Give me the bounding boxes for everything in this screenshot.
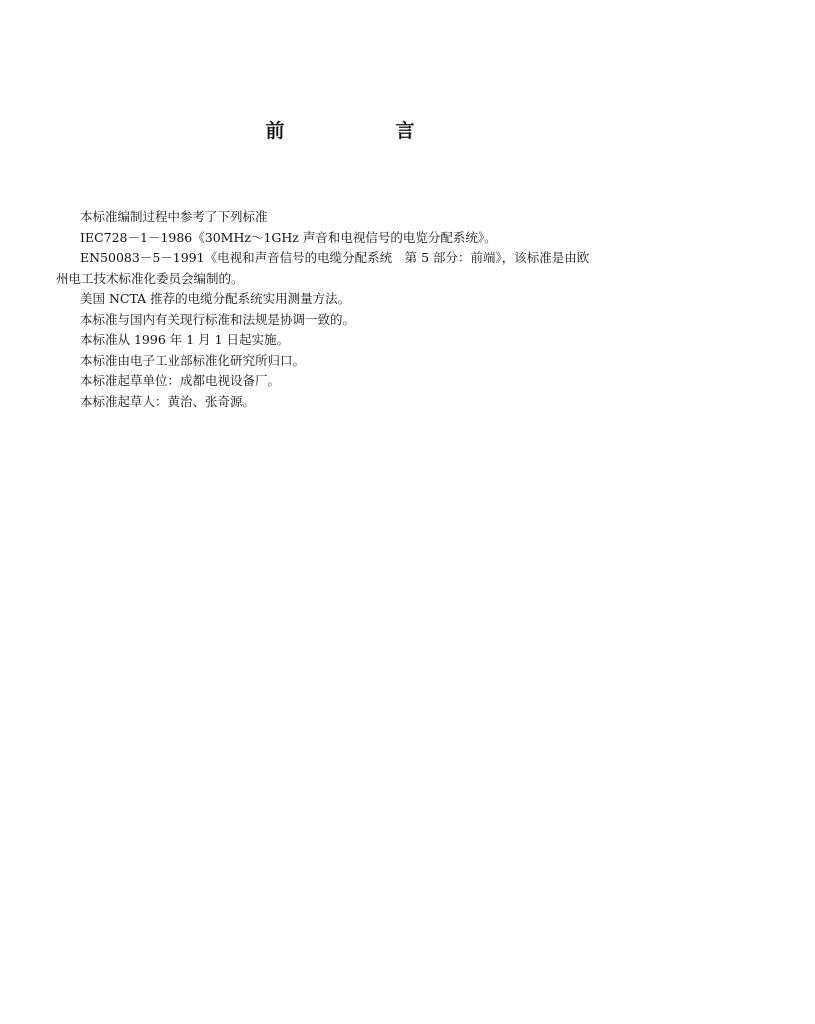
paragraph-drafters: 本标准起草人：黄治、张奇源。 bbox=[80, 393, 256, 409]
paragraph-ncta: 美国 NCTA 推荐的电缆分配系统实用测量方法。 bbox=[80, 291, 351, 306]
paragraph-iec728: IEC728－1－1986《30MHz～1GHz 声音和电视信号的电览分配系统》。 bbox=[80, 229, 497, 245]
paragraph-drafting-unit: 本标准起草单位：成都电视设备厂。 bbox=[80, 373, 281, 388]
foreword-body bbox=[56, 207, 626, 412]
paragraph-administered-by: 本标准由电子工业部标准化研究所归口。 bbox=[80, 352, 306, 368]
paragraph-consistency: 本标准与国内有关现行标准和法规是协调一致的。 bbox=[80, 311, 356, 327]
paragraph-en50083-continued: 州电工技术标准化委员会编制的。 bbox=[56, 270, 244, 286]
paragraph-en50083: EN50083－5－1991《电视和声音信号的电缆分配系统 第 5 部分：前端》，该标准是由欧 bbox=[80, 250, 590, 265]
paragraph-reference-intro: 本标准编制过程中参考了下列标准 bbox=[80, 209, 268, 224]
paragraph-effective-date: 本标准从 1996 年 1 月 1 日起实施。 bbox=[80, 332, 290, 347]
page-title: 前 言 bbox=[265, 120, 461, 142]
